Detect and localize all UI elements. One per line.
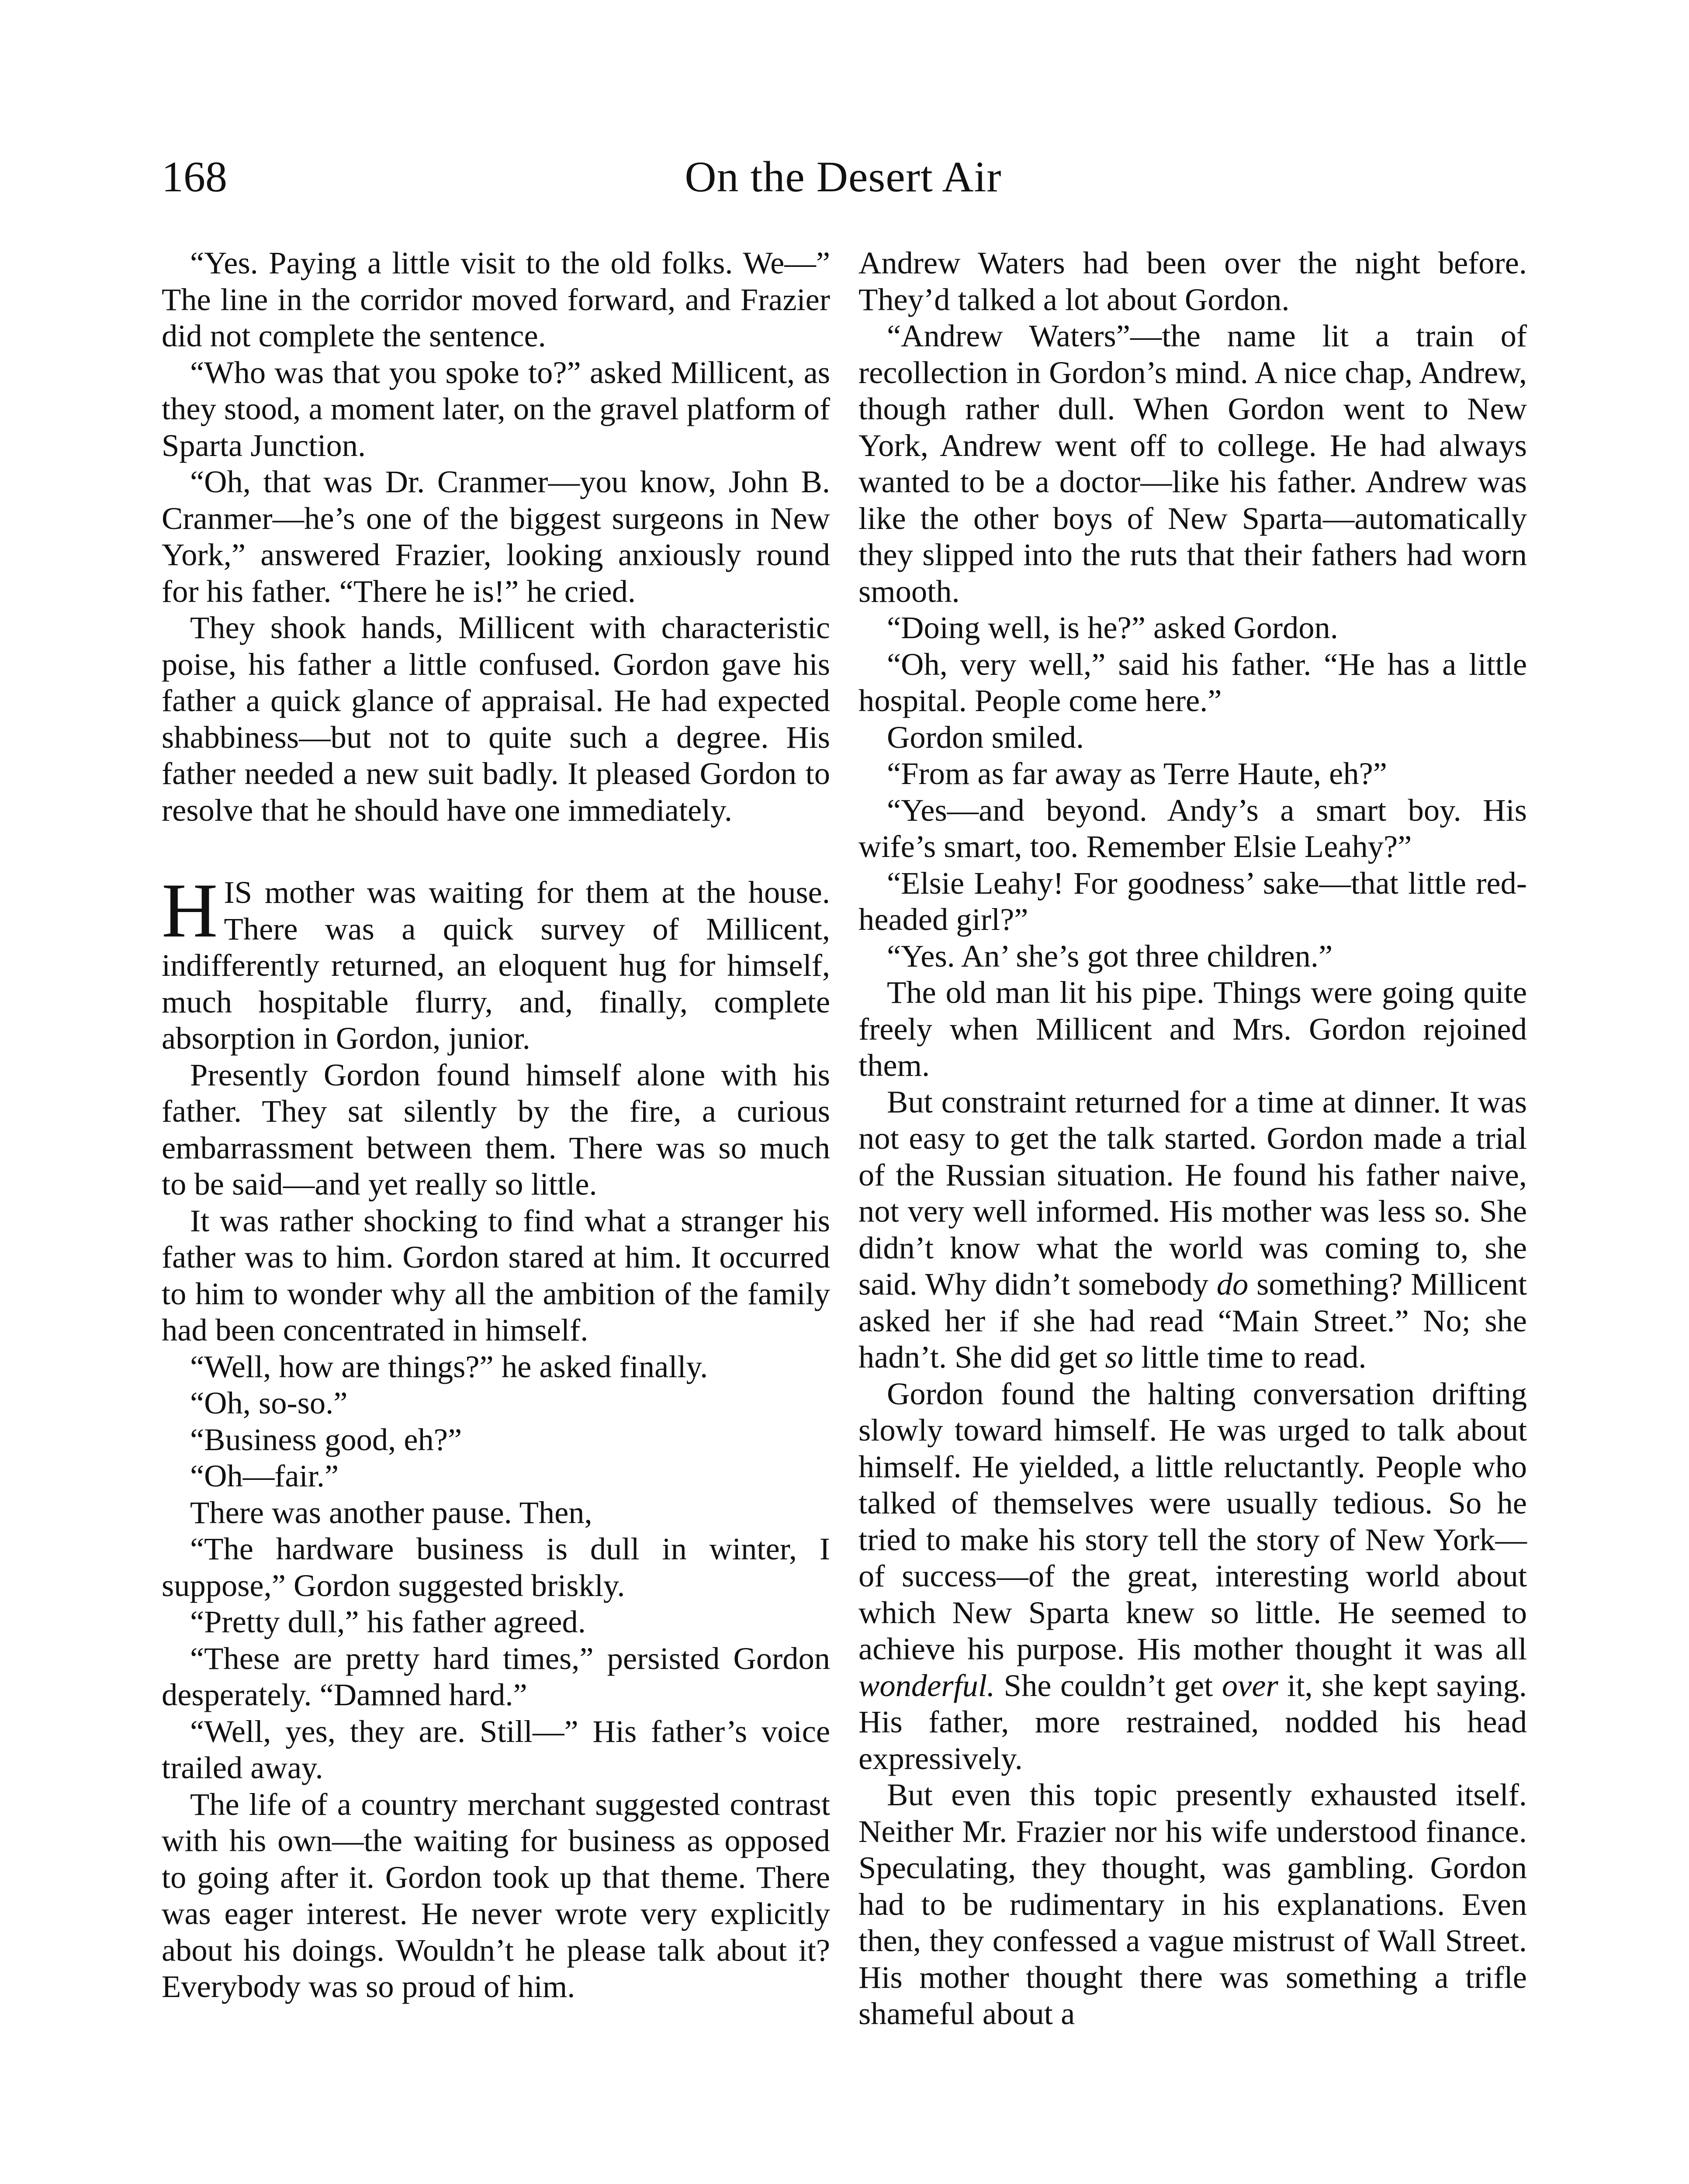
paragraph: “Yes—and beyond. Andy’s a smart boy. His wife’s smart, too. Remember Elsie Leahy?” bbox=[858, 792, 1527, 864]
paragraph: “Oh, very well,” said his father. “He has a little hospital. People come here.” bbox=[858, 646, 1527, 718]
paragraph: “Well, how are things?” he asked finally. bbox=[190, 1348, 708, 1384]
text-run: something? Millicent asked her if she had read “Main Street.” No; she hadn’t. She did get bbox=[858, 1266, 1527, 1375]
paragraph: “Business good, eh?” bbox=[190, 1421, 462, 1457]
continued-paragraph: Andrew Waters had been over the night before. They’d talked a lot about Gordon. bbox=[858, 245, 1527, 317]
text-run: Gordon found the halting conversation drifting slowly toward himself. He was urged to talk about himself. He yielded, a little reluctantly. People who talked of themselves were usually tedious. So he tried to make his story tell the story of New York—of success—of the great, interesting world about which New Sparta knew so little. He seemed to achieve his purpose. His mother thought it was all bbox=[858, 1375, 1527, 1666]
paragraph bbox=[858, 1375, 1527, 1777]
paragraph: “Well, yes, they are. Still—” His father’s voice trailed away. bbox=[162, 1713, 830, 1785]
paragraph: “These are pretty hard times,” persisted Gordon desperately. “Damned hard.” bbox=[162, 1640, 830, 1712]
paragraph: “Yes. An’ she’s got three children.” bbox=[887, 938, 1333, 974]
paragraph: “Andrew Waters”—the name lit a train of recollection in Gordon’s mind. A nice chap, Andrew, though rather dull. When Gordon went to New York, Andrew went off to college. He had always wanted to be a doctor—like his father. Andrew was like the other boys of New Sparta—automatically they slipped into the ruts that their fathers had worn smooth. bbox=[858, 318, 1527, 609]
paragraph: But even this topic presently exhausted itself. Neither Mr. Frazier nor his wife understood finance. Speculating, they thought, was gambling. Gordon had to be rudimentary in his explanations. Even then, they confessed a vague mistrust of Wall Street. His mother thought there was something a trifle shameful about a bbox=[858, 1777, 1527, 2031]
paragraph: “Oh, that was Dr. Cranmer—you know, John B. Cranmer—he’s one of the biggest surgeons in New York,” answered Frazier, looking anxiously round for his father. “There he is!” he cried. bbox=[162, 464, 830, 609]
running-title: On the Desert Air bbox=[685, 152, 1002, 201]
paragraph: The life of a country merchant suggested contrast with his own—the waiting for business as opposed to going after it. Gordon took up that theme. There was eager interest. He never wrote very explicitly about his doings. Wouldn’t he please talk about it? Everybody was so proud of him. bbox=[162, 1786, 830, 2004]
lead-in-caps: IS bbox=[224, 874, 253, 910]
page-header bbox=[162, 149, 1525, 214]
text-run: little time to read. bbox=[1133, 1339, 1367, 1375]
paragraph: Presently Gordon found himself alone with his father. They sat silently by the fire, a curious embarrassment between them. There was so much to be said—and yet really so little. bbox=[162, 1057, 830, 1202]
paragraph-text: mother was waiting for them at the house. There was a quick survey of Millicent, indifferently returned, an eloquent hug for himself, much hospitable flurry, and, finally, complete absorption in Gordon, junior. bbox=[162, 874, 830, 1056]
paragraph: “Who was that you spoke to?” asked Millicent, as they stood, a moment later, on the gravel platform of Sparta Junction. bbox=[162, 354, 830, 463]
text-run: She couldn’t get bbox=[995, 1667, 1222, 1703]
emphasis: so bbox=[1105, 1339, 1133, 1375]
emphasis: wonderful. bbox=[858, 1667, 995, 1703]
paragraph bbox=[858, 1084, 1527, 1375]
page-number: 168 bbox=[162, 152, 227, 201]
paragraph: The old man lit his pipe. Things were going quite freely when Millicent and Mrs. Gordon rejoined them. bbox=[858, 975, 1527, 1083]
emphasis: over bbox=[1222, 1667, 1278, 1703]
paragraph: “Elsie Leahy! For goodness’ sake—that little red-headed girl?” bbox=[858, 865, 1527, 937]
paragraph: There was another pause. Then, bbox=[190, 1494, 592, 1530]
text-run: it, she kept saying. His father, more restrained, nodded his head expressively. bbox=[858, 1667, 1527, 1776]
left-column bbox=[162, 245, 830, 2005]
right-column bbox=[858, 245, 1527, 2032]
paragraph: “Oh—fair.” bbox=[190, 1458, 339, 1493]
paragraph: “Oh, so-so.” bbox=[190, 1385, 348, 1420]
paragraph: “Pretty dull,” his father agreed. bbox=[190, 1604, 586, 1639]
section-first-paragraph bbox=[162, 867, 830, 1057]
paragraph: “From as far away as Terre Haute, eh?” bbox=[887, 756, 1387, 791]
paragraph: It was rather shocking to find what a stranger his father was to him. Gordon stared at him. It occurred to him to wonder why all the ambition of the family had been concentrated in himself. bbox=[162, 1203, 830, 1348]
paragraph: Gordon smiled. bbox=[887, 719, 1084, 755]
paragraph: They shook hands, Millicent with characteristic poise, his father a little confused. Gordon gave his father a quick glance of appraisal. He had expected shabbiness—but not to quite such a degree. His father needed a new suit badly. It pleased Gordon to resolve that he should have one immediately. bbox=[162, 610, 830, 828]
paragraph: “The hardware business is dull in winter, I suppose,” Gordon suggested briskly. bbox=[162, 1531, 830, 1603]
drop-cap: H bbox=[162, 867, 218, 954]
paragraph: “Yes. Paying a little visit to the old folks. We—” The line in the corridor moved forward, and Frazier did not complete the sentence. bbox=[162, 245, 830, 353]
emphasis: do bbox=[1216, 1266, 1249, 1302]
text-run: But constraint returned for a time at dinner. It was not easy to get the talk started. Gordon made a trial of the Russian situation. He found his father naive, not very well informed. His mother was less so. She didn’t know what the world was coming to, she said. Why didn’t somebody bbox=[858, 1084, 1527, 1302]
paragraph: “Doing well, is he?” asked Gordon. bbox=[887, 610, 1338, 645]
